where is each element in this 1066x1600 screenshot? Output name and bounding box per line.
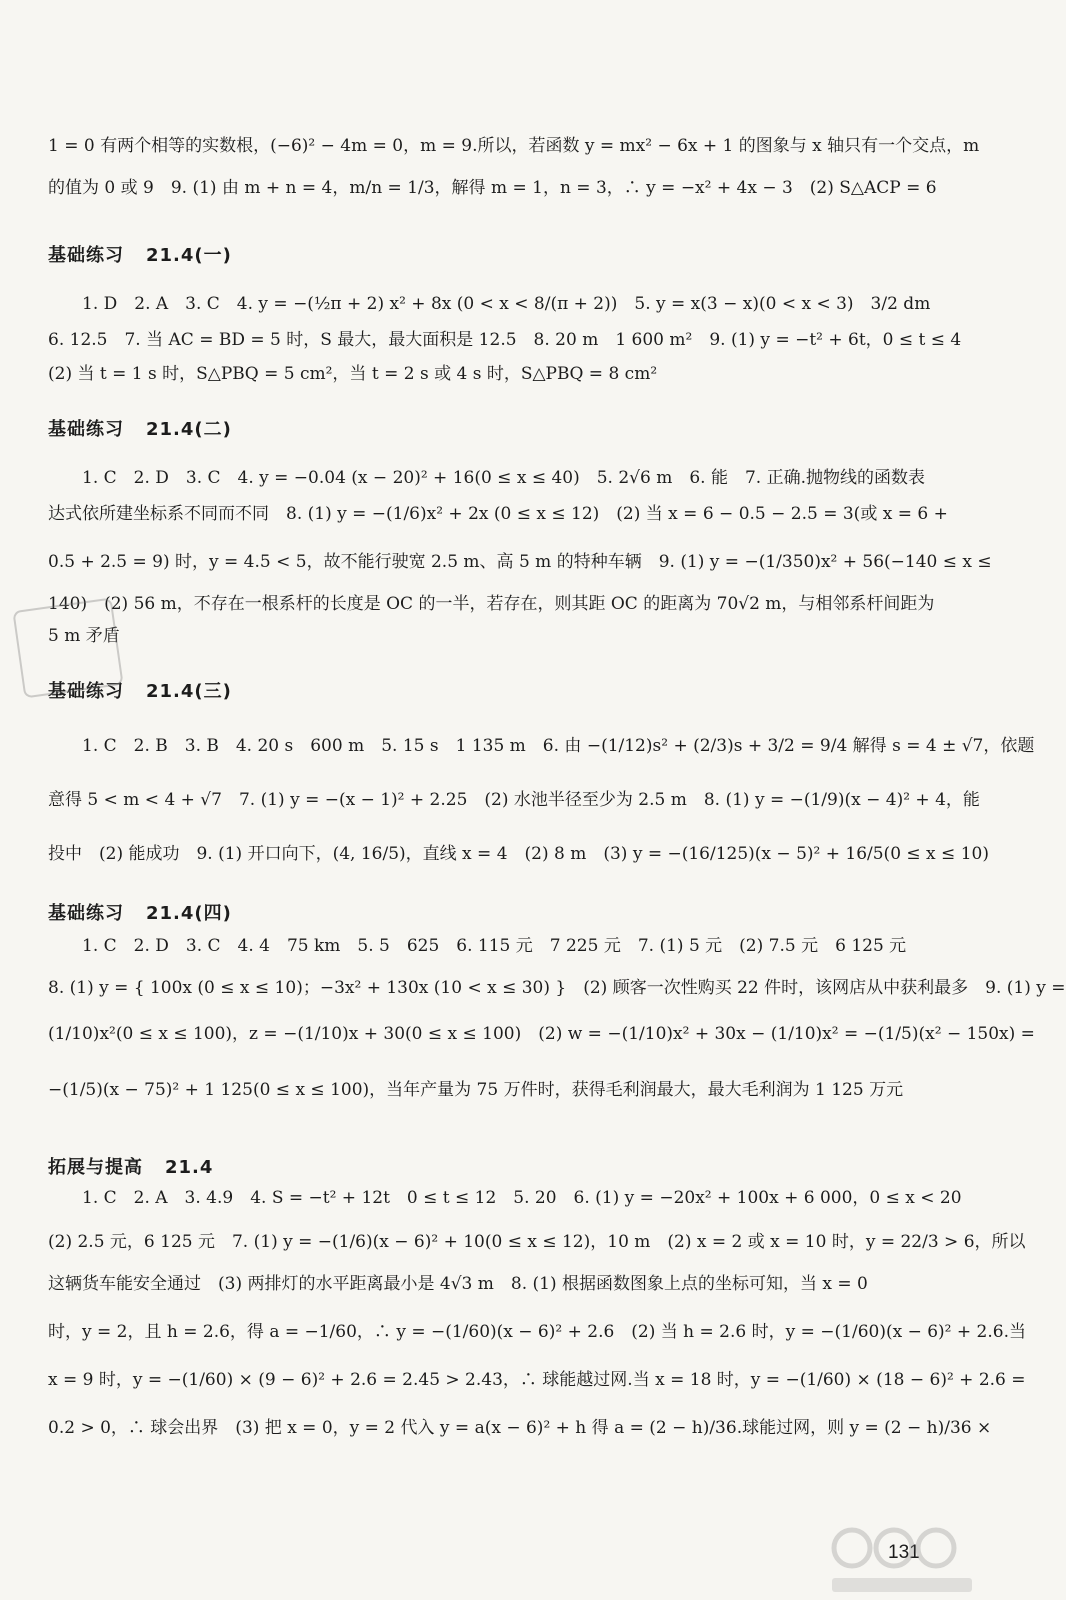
intro-block [48, 134, 980, 200]
section-number: 21.4(一) [146, 245, 232, 266]
text-line: 时，y = 2，且 h = 2.6，得 a = −1/60，∴ y = −(1/60)(x − 6)² + 2.6 (2) 当 h = 2.6 时，y = −(1/60)(x − 6)² + 2.6.当 [48, 1322, 1026, 1342]
section-extension [48, 1156, 1026, 1440]
text-line: 的值为 0 或 9 9. (1) 由 m + n = 4，m/n = 1/3，解得 m = 1，n = 3，∴ y = −x² + 4x − 3 (2) S△ACP = 6 [48, 178, 937, 198]
stamp-mark [12, 597, 123, 698]
section-title: 基础练习 [48, 681, 124, 702]
text-line: 1. C 2. B 3. B 4. 20 s 600 m 5. 15 s 1 135 m 6. 由 −(1/12)s² + (2/3)s + 3/2 = 9/4 解得 s = 4 ± √7，依题 [82, 736, 1035, 756]
section-number: 21.4 [165, 1157, 214, 1178]
text-line: 8. (1) y = { 100x (0 ≤ x ≤ 10)；−3x² + 130x (10 < x ≤ 30) } (2) 顾客一次性购买 22 件时，该网店从中获利最多 9. (1) y = [48, 978, 1066, 998]
text-line: 1. C 2. D 3. C 4. y = −0.04 (x − 20)² + 16(0 ≤ x ≤ 40) 5. 2√6 m 6. 能 7. 正确.抛物线的函数表 [82, 468, 925, 488]
text-line: 1. C 2. D 3. C 4. 4 75 km 5. 5 625 6. 115 元 7 225 元 7. (1) 5 元 (2) 7.5 元 6 125 元 [82, 936, 907, 956]
page-number: 131 [888, 1542, 920, 1563]
section-21-4-3 [48, 680, 1035, 866]
text-line: 这辆货车能安全通过 (3) 两排灯的水平距离最小是 4√3 m 8. (1) 根据函数图象上点的坐标可知，当 x = 0 [48, 1274, 868, 1294]
section-number: 21.4(四) [146, 903, 232, 924]
section-title: 基础练习 [48, 419, 124, 440]
section-21-4-2 [48, 418, 992, 648]
corner-logo-icon [812, 1518, 992, 1598]
text-line: 0.5 + 2.5 = 9) 时，y = 4.5 < 5，故不能行驶宽 2.5 m、高 5 m 的特种车辆 9. (1) y = −(1/350)x² + 56(−140 ≤ x ≤ [48, 552, 992, 572]
text-line: 5 m 矛盾 [48, 626, 120, 646]
section-number: 21.4(三) [146, 681, 232, 702]
text-line: 1. C 2. A 3. 4.9 4. S = −t² + 12t 0 ≤ t ≤ 12 5. 20 6. (1) y = −20x² + 100x + 6 000，0 ≤ x < 20 [82, 1188, 962, 1208]
section-title: 基础练习 [48, 245, 124, 266]
text-line: x = 9 时，y = −(1/60) × (9 − 6)² + 2.6 = 2.45 > 2.43，∴ 球能越过网.当 x = 18 时，y = −(1/60) × (18 − 6)² + 2.6 = [48, 1370, 1026, 1390]
text-line: 意得 5 < m < 4 + √7 7. (1) y = −(x − 1)² + 2.25 (2) 水池半径至少为 2.5 m 8. (1) y = −(1/9)(x − 4)² + 4，能 [48, 790, 980, 810]
section-heading [48, 244, 948, 268]
section-title: 拓展与提高 [48, 1157, 143, 1178]
text-line: −(1/5)(x − 75)² + 1 125(0 ≤ x ≤ 100)，当年产量为 75 万件时，获得毛利润最大，最大毛利润为 1 125 万元 [48, 1080, 904, 1100]
text-line: 达式依所建坐标系不同而不同 8. (1) y = −(1/6)x² + 2x (0 ≤ x ≤ 12) (2) 当 x = 6 − 0.5 − 2.5 = 3(或 x = 6 + [48, 504, 948, 524]
text-line: 1 = 0 有两个相等的实数根，(−6)² − 4m = 0，m = 9.所以，若函数 y = mx² − 6x + 1 的图象与 x 轴只有一个交点，m [48, 136, 980, 156]
text-line: (2) 2.5 元，6 125 元 7. (1) y = −(1/6)(x − 6)² + 10(0 ≤ x ≤ 12)，10 m (2) x = 2 或 x = 10 时，y = 22/3 > 6，所以 [48, 1232, 1026, 1252]
text-line: 投中 (2) 能成功 9. (1) 开口向下，(4, 16/5)，直线 x = 4 (2) 8 m (3) y = −(16/125)(x − 5)² + 16/5(0 ≤ x ≤ 10) [48, 844, 989, 864]
text-line: 1. D 2. A 3. C 4. y = −(½π + 2) x² + 8x (0 < x < 8/(π + 2)) 5. y = x(3 − x)(0 < x < 3) 3/2 dm [82, 294, 931, 314]
text-line: (2) 当 t = 1 s 时，S△PBQ = 5 cm²，当 t = 2 s 或 4 s 时，S△PBQ = 8 cm² [48, 364, 658, 384]
section-title: 基础练习 [48, 903, 124, 924]
text-line: (1/10)x²(0 ≤ x ≤ 100)，z = −(1/10)x + 30(0 ≤ x ≤ 100) (2) w = −(1/10)x² + 30x − (1/10)x² = −(1/5)(x² − 150x) = [48, 1024, 1035, 1044]
text-line: 6. 12.5 7. 当 AC = BD = 5 时，S 最大，最大面积是 12.5 8. 20 m 1 600 m² 9. (1) y = −t² + 6t，0 ≤ t ≤ 4 [48, 330, 962, 350]
section-21-4-1 [48, 244, 962, 386]
text-line: 140) (2) 56 m，不存在一根系杆的长度是 OC 的一半，若存在，则其距 OC 的距离为 70√2 m，与相邻系杆间距为 [48, 594, 935, 614]
text-line: 0.2 > 0，∴ 球会出界 (3) 把 x = 0，y = 2 代入 y = a(x − 6)² + h 得 a = (2 − h)/36.球能过网，则 y = (2 − h)/36 × [48, 1418, 992, 1438]
section-heading [48, 418, 948, 442]
section-heading [48, 1156, 948, 1180]
section-heading [48, 680, 948, 704]
section-number: 21.4(二) [146, 419, 232, 440]
section-heading [48, 902, 948, 926]
section-21-4-4 [48, 902, 1066, 1102]
